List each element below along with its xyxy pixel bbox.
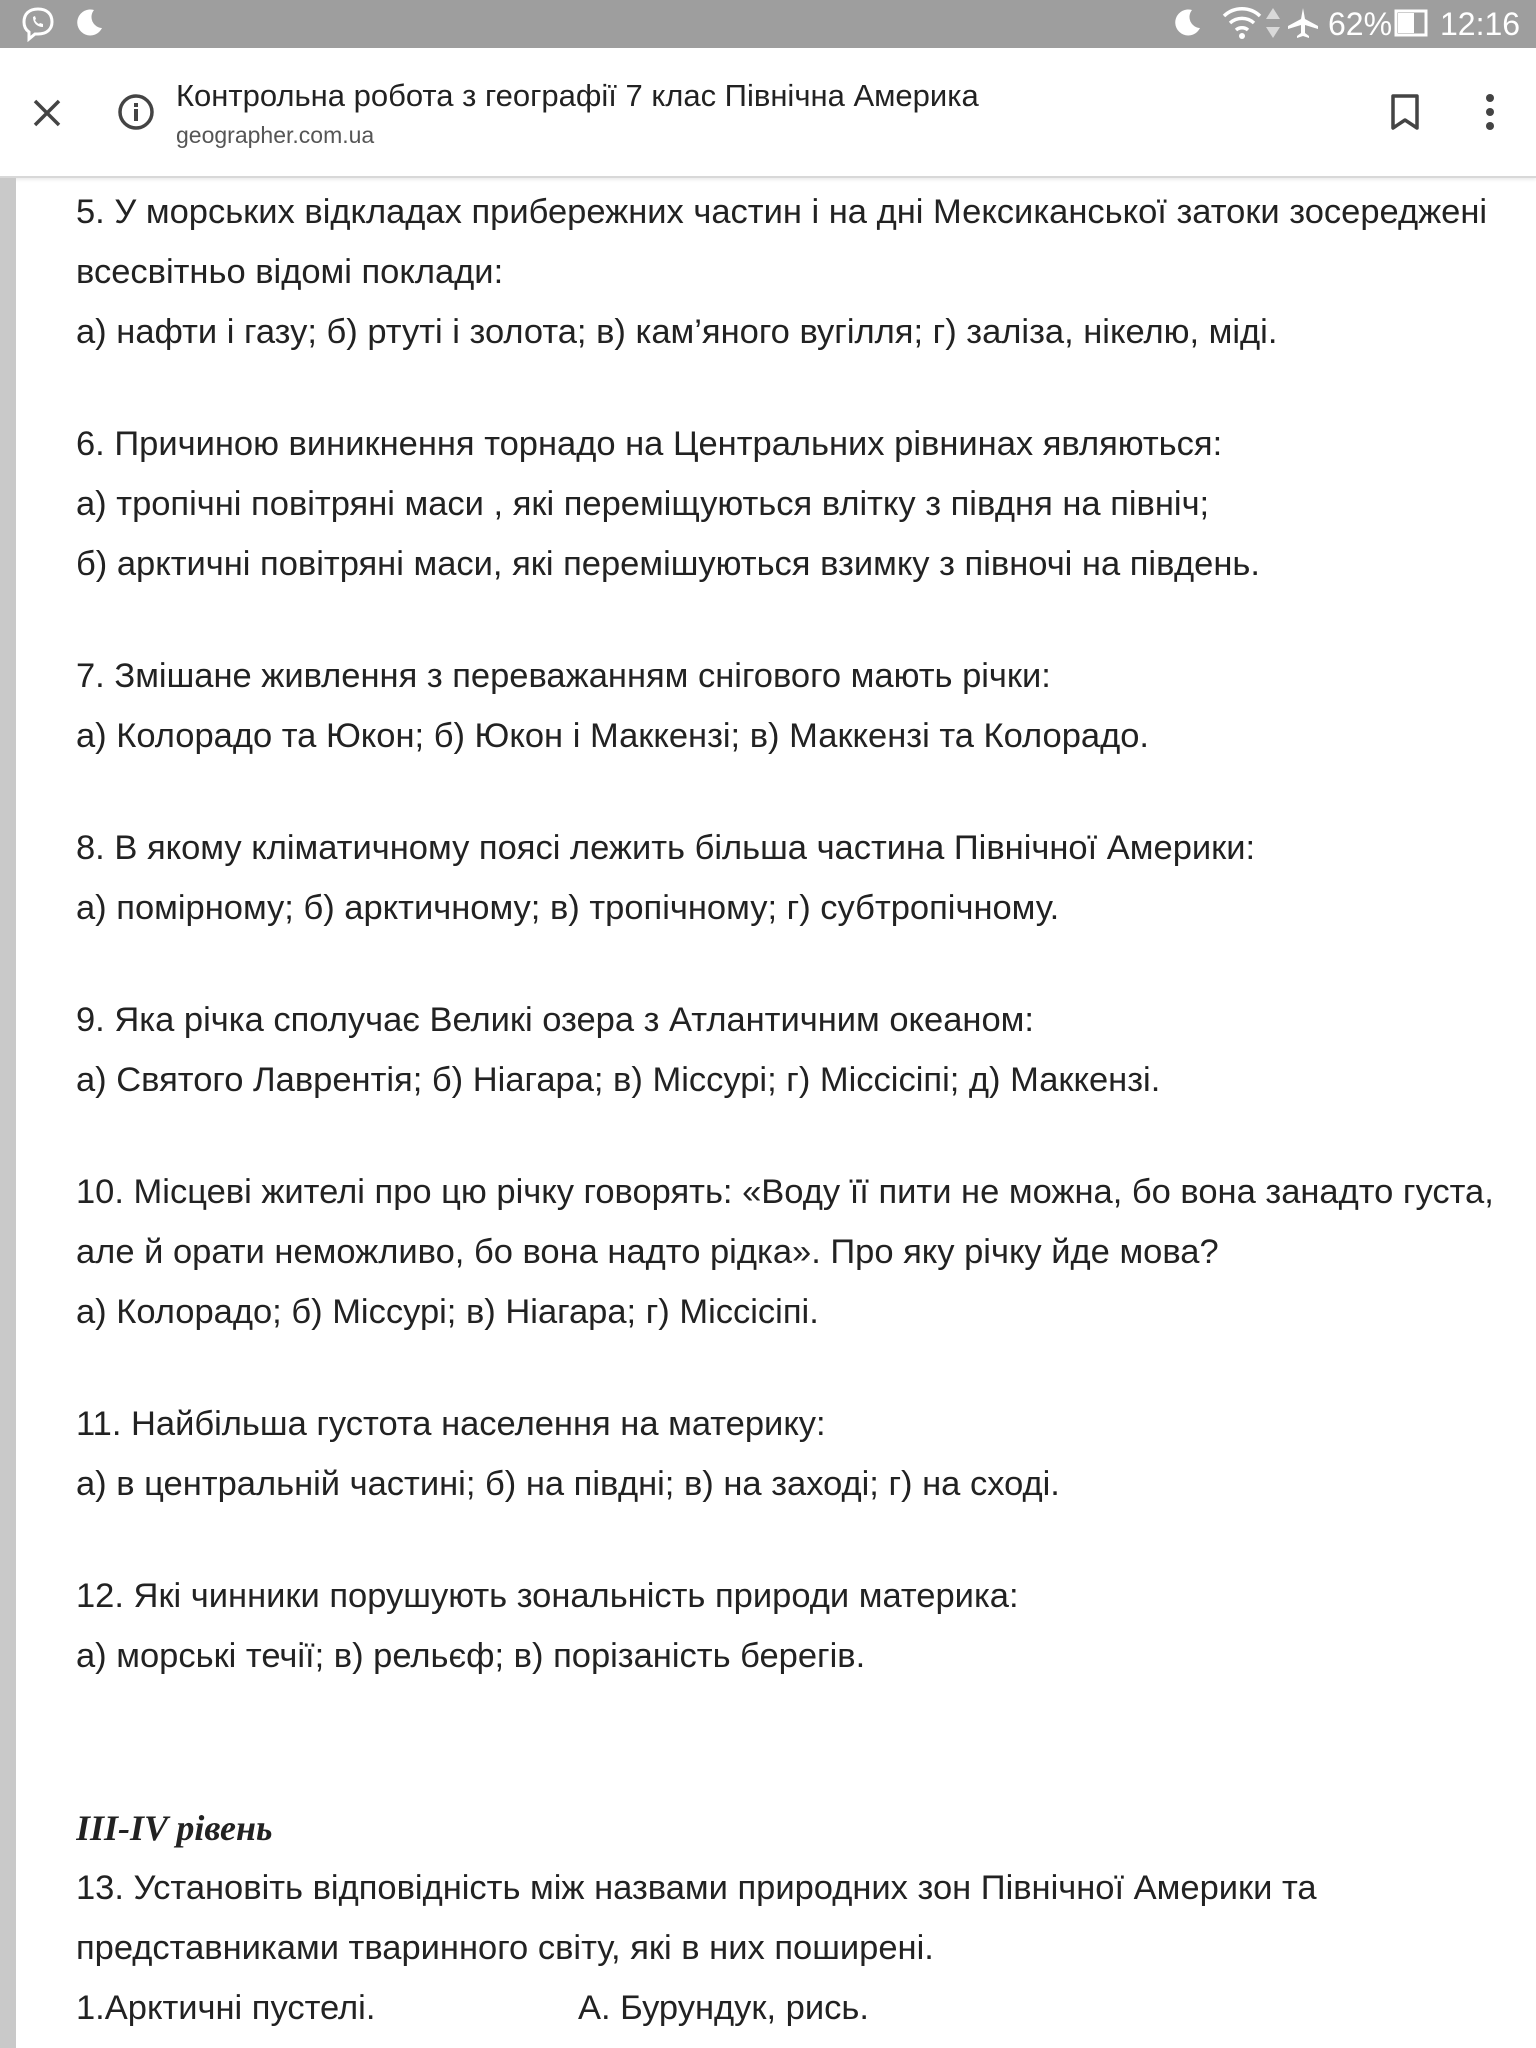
q12-line1: 12. Які чинники порушують зональність природи материка: bbox=[76, 1577, 1019, 1615]
q13-left-item: 1.Арктичні пустелі. bbox=[76, 1989, 376, 2027]
document-content bbox=[76, 182, 1536, 2048]
q6-line1: 6. Причиною виникнення торнадо на Центральних рівнинах являються: bbox=[76, 425, 1223, 463]
data-arrows-icon bbox=[1264, 6, 1282, 40]
q7-answers: а) Колорадо та Юкон; б) Юкон і Маккензі; в) Маккензі та Колорадо. bbox=[76, 717, 1150, 755]
q8-answers: а) помірному; б) арктичному; в) тропічному; г) субтропічному. bbox=[76, 889, 1060, 927]
wifi-icon bbox=[1222, 6, 1262, 40]
q5-line2: всесвітньо відомі поклади: bbox=[76, 253, 504, 291]
q12-answers: а) морські течії; в) рельєф; в) порізаність берегів. bbox=[76, 1637, 866, 1675]
q10-answers: а) Колорадо; б) Міссурі; в) Ніагара; г) Міссісіпі. bbox=[76, 1293, 819, 1331]
q13-line1: 13. Установіть відповідність між назвами природних зон Північної Америки та bbox=[76, 1869, 1317, 1907]
q11-line1: 11. Найбільша густота населення на материку: bbox=[76, 1405, 826, 1443]
page-url: geographer.com.ua bbox=[176, 122, 375, 148]
viber-icon bbox=[20, 6, 56, 42]
moon-icon bbox=[74, 6, 106, 38]
q11-answers: а) в центральній частині; б) на півдні; в) на заході; г) на сході. bbox=[76, 1465, 1060, 1503]
scroll-edge-bar bbox=[0, 178, 16, 2048]
airplane-icon bbox=[1286, 6, 1320, 40]
battery-percent: 62% bbox=[1328, 6, 1393, 42]
more-options-icon[interactable] bbox=[1470, 90, 1510, 134]
clock-time: 12:16 bbox=[1440, 6, 1521, 42]
q9-line1: 9. Яка річка сполучає Великі озера з Атлантичним океаном: bbox=[76, 1001, 1034, 1039]
q13-match-row bbox=[76, 1978, 1536, 2038]
q9-answers: а) Святого Лаврентія; б) Ніагара; в) Міссурі; г) Міссісіпі; д) Маккензі. bbox=[76, 1061, 1161, 1099]
bookmark-icon[interactable] bbox=[1384, 90, 1426, 134]
q7-line1: 7. Змішане живлення з переважанням снігового мають річки: bbox=[76, 657, 1051, 695]
q10-line2: але й орати неможливо, бо вона надто рідка». Про яку річку йде мова? bbox=[76, 1233, 1219, 1271]
page-title: Контрольна робота з географії 7 клас Північна Америка bbox=[176, 78, 979, 113]
close-icon[interactable] bbox=[24, 90, 70, 136]
q5-answers: а) нафти і газу; б) ртуті і золота; в) кам’яного вугілля; г) заліза, нікелю, міді. bbox=[76, 313, 1278, 351]
q8-line1: 8. В якому кліматичному поясі лежить більша частина Північної Америки: bbox=[76, 829, 1256, 867]
level-heading: III-IV рівень bbox=[76, 1808, 273, 1848]
q5-line1: 5. У морських відкладах прибережних частин і на дні Мексиканської затоки зосереджені bbox=[76, 193, 1488, 231]
custom-tab-toolbar bbox=[0, 48, 1536, 178]
info-icon[interactable] bbox=[114, 90, 158, 134]
q13-line2: представниками тваринного світу, які в них поширені. bbox=[76, 1929, 934, 1967]
q6-answer-b: б) арктичні повітряні маси, які перемішуються взимку з півночі на південь. bbox=[76, 545, 1260, 583]
q6-answer-a: а) тропічні повітряні маси , які переміщуються влітку з півдня на північ; bbox=[76, 485, 1210, 523]
battery-icon bbox=[1394, 8, 1428, 38]
status-bar bbox=[0, 0, 1536, 48]
do-not-disturb-moon-icon bbox=[1172, 6, 1204, 38]
q13-right-item: А. Бурундук, рись. bbox=[578, 1989, 869, 2027]
q10-line1: 10. Місцеві жителі про цю річку говорять: «Воду її пити не можна, бо вона занадто густа, bbox=[76, 1173, 1494, 1211]
